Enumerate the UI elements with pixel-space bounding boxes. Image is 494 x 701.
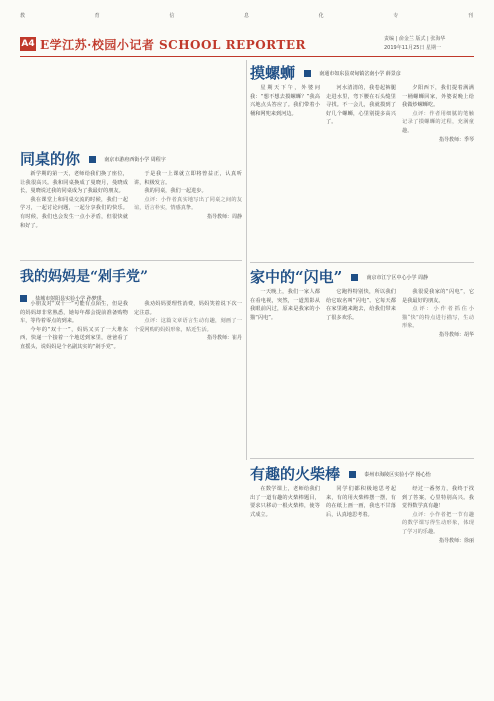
article-title: 我的妈妈是“剁手党”: [20, 269, 149, 285]
square-bullet-icon: [89, 156, 96, 163]
article-paragraph: 经过一番努力，我终于找到了答案，心里特别高兴。我觉得数学真有趣！: [402, 486, 474, 510]
section-title-char: 息: [243, 13, 250, 19]
article-body: [134, 170, 242, 258]
section-title-char: 刊: [467, 13, 474, 19]
section-title: [20, 12, 474, 18]
article-body: [250, 84, 320, 258]
section-divider: [250, 262, 474, 263]
article-header: [20, 148, 166, 169]
article-paragraph: 我的同桌，我们一起进步。: [144, 188, 207, 195]
article-paragraph: 今年的“双十一”，妈妈又买了一大堆东西，快递一个接着一个地送到家里，爸爸看了直摇头，说妈妈是个名副其实的“剁手党”。: [20, 326, 128, 350]
article-body: [402, 288, 474, 454]
article-body: [134, 300, 242, 680]
article-byline: 南京市游府西街小学 周程宇: [104, 157, 166, 163]
issue-date: 2019年11月25日 星期一: [384, 45, 442, 51]
article-header: [250, 62, 401, 83]
section-title-char: 育: [94, 13, 101, 19]
article-title: 摸螺蛳: [250, 64, 296, 82]
page-top-bar: [0, 0, 494, 34]
article-paragraph: 于是我一上课就立即将曾益正，认真听讲，积极发言。: [134, 171, 242, 186]
teacher-comment: 点评：小作者把一节有趣的数学课写得生动形象，体现了学习的乐趣。: [402, 511, 474, 535]
teacher-credit: 指导教师：徐丽: [438, 537, 474, 544]
article-body: [326, 288, 396, 454]
article-byline: 南通市如东县双甸镇岔南小学 薛景彦: [319, 71, 401, 77]
article-body: [402, 485, 474, 685]
teacher-comment: 点评：小作者真实地写出了同桌之间的友谊，语言朴实，情感真挚。: [134, 196, 242, 212]
masthead: [20, 34, 474, 57]
article-byline: 盐城市射阳县实验小学 孙梦琪: [35, 296, 102, 302]
article-header: [20, 266, 148, 286]
article-title: 有趣的火柴棒: [250, 465, 341, 483]
article-paragraph: 小朋友对“双十一”可能有点陌生，但是我的妈妈却非常熟悉，她每年都会提前准备购物车，等待着零点的到来。: [20, 301, 128, 325]
teacher-credit: 指导教师：胡华: [438, 331, 474, 338]
square-bullet-icon: [349, 471, 356, 478]
section-title-char: 专: [393, 13, 400, 19]
article-body: [326, 485, 396, 685]
article-body: [20, 170, 128, 258]
section-title-char: 化: [318, 13, 325, 19]
article-body: [250, 485, 320, 685]
article-body: [402, 84, 474, 258]
article-paragraph: 星期天下午，外婆问我：“想不想去摸螺蛳？”我高兴地点头答应了。我们带着小桶和网兜来到河边。: [250, 85, 320, 117]
article-paragraph: 新学期的第一天，老师给我们换了座位，让我很高兴。我和同桌换成了曼晓月，曼晓成长，曼晓说过我的同桌成为了我最好的朋友。: [20, 171, 128, 195]
article-paragraph: 在数学课上，老师给我们出了一道有趣的火柴棒题目，要求只移动一根火柴棒，使等式成立。: [250, 486, 320, 518]
article-header: [250, 266, 428, 287]
article-paragraph: 我劝妈妈要理性消费，妈妈笑着说下次一定注意。: [134, 301, 242, 316]
article-body: [20, 300, 128, 680]
article-paragraph: 我很爱我家的“闪电”，它是我最好的朋友。: [402, 289, 474, 304]
section-divider: [250, 458, 474, 459]
article-paragraph: 夕阳西下，我们提着满满一桶螺蛳回家，外婆说晚上给我做炒螺蛳吃。: [402, 85, 474, 109]
section-title-char: 教: [20, 13, 27, 19]
article-paragraph: 同学们都积极地思考起来，有的用火柴棒摆一摆，有的在纸上画一画，我也不甘落后，认真地思考着。: [326, 486, 396, 518]
issue-meta: [384, 35, 474, 53]
section-title-char: 信: [169, 13, 176, 19]
column-divider: [246, 60, 247, 460]
teacher-comment: 点评：作者用细腻的笔触记录了摸螺蛳的过程，充满童趣。: [402, 110, 474, 134]
article-byline: 南京市江宁区中心小学 周静: [366, 275, 429, 281]
teacher-credit: 指导教师：周静: [206, 213, 242, 220]
article-byline: 泰州市海陵区实验小学 杨心怡: [364, 472, 431, 478]
article-title: 同桌的你: [20, 150, 81, 168]
square-bullet-icon: [351, 274, 358, 281]
article-paragraph: 它跑得特别快，所以我们给它取名叫“闪电”。它每天都在家里跑来跑去，给我们带来了很多欢乐。: [326, 289, 396, 321]
teacher-comment: 点评：小作者抓住小猫“快”的特点进行描写，生动形象。: [402, 306, 474, 330]
square-bullet-icon: [304, 70, 311, 77]
article-title: 家中的“闪电”: [250, 268, 343, 286]
section-divider: [20, 260, 242, 261]
teacher-credit: 指导教师：崔丹: [206, 335, 242, 342]
teacher-comment: 点评：这篇文章语言生动有趣，刻画了一个爱网购的妈妈形象，贴近生活。: [134, 318, 242, 333]
editor-info: 责编 | 俞金兰: [384, 36, 414, 42]
article-paragraph: 河水清清的，我卷起裤腿走进水里，弯下腰在石头缝里寻找。不一会儿，我就摸到了好几个螺蛳，心里别提多高兴了。: [326, 85, 396, 126]
article-body: [250, 288, 320, 454]
article-header: [250, 463, 431, 484]
article-paragraph: 一天晚上，我们一家人都在看电视，突然，一道黑影从我眼前闪过，原来是我家的小猫“闪电”。: [250, 289, 320, 321]
article-body: [326, 84, 396, 258]
teacher-credit: 指导教师：季琴: [438, 136, 474, 143]
page-number-badge: A4: [21, 39, 35, 49]
article-paragraph: 我在课堂上和同桌交流的时候，我们一起学习，一起讨论问题，一起分享我们的快乐。有时候，我们也会发生一点小矛盾，但很快就和好了。: [20, 196, 128, 229]
publication-brand: E学江苏·校园小记者 SCHOOL REPORTER: [40, 38, 306, 52]
layout-info: 版式 | 张海华: [415, 36, 446, 42]
